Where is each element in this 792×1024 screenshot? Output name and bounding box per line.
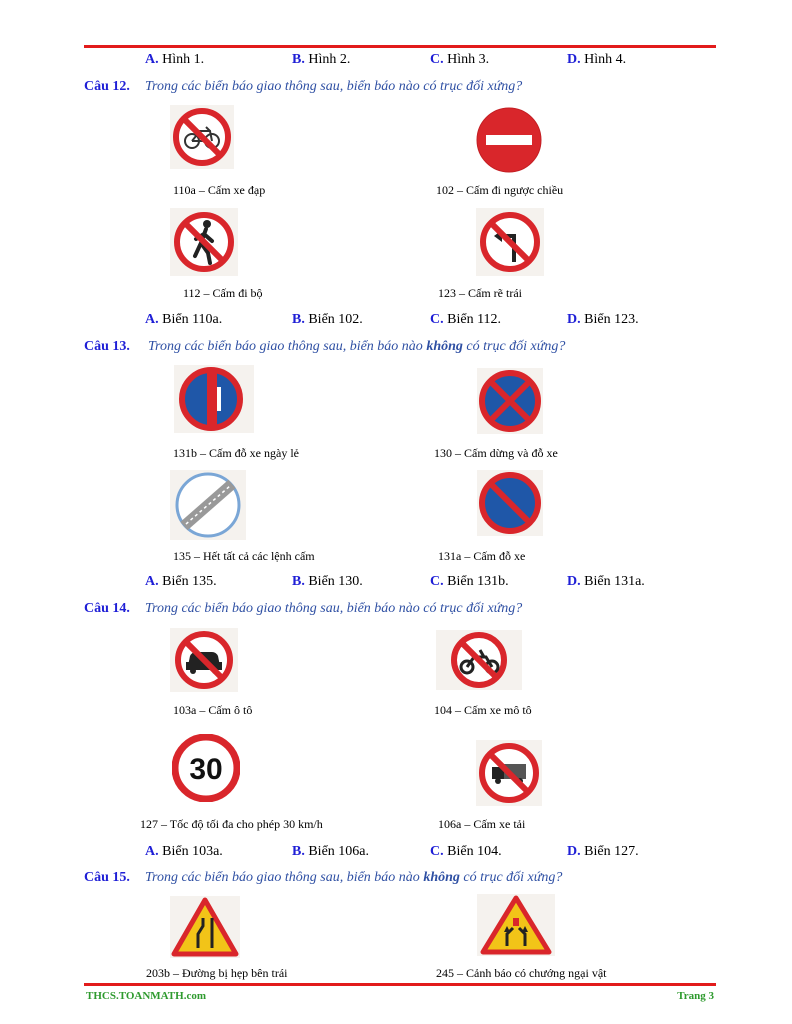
- no-cars-sign-icon: [170, 628, 238, 692]
- no-motorcycles-sign-icon: [436, 630, 522, 690]
- sign-caption: 130 – Cấm dừng và đỗ xe: [434, 446, 558, 460]
- answer-d: D. Hình 4.: [567, 52, 627, 67]
- no-left-turn-sign-icon: [476, 208, 544, 276]
- sign-caption: 110a – Cấm xe đạp: [173, 183, 266, 197]
- answer-a: A. Biển 110a.: [145, 312, 223, 327]
- header-rule: [84, 45, 716, 48]
- answer-b: B. Biển 106a.: [292, 844, 369, 859]
- answer-a: A. Biển 135.: [145, 574, 217, 589]
- no-trucks-sign-icon: [476, 740, 542, 806]
- sign-caption: 245 – Cảnh báo có chướng ngại vật: [436, 966, 607, 980]
- sign-caption: 104 – Cấm xe mô tô: [434, 703, 532, 717]
- speed-limit-sign-icon: [172, 734, 240, 802]
- sign-caption: 123 – Cấm rẽ trái: [438, 286, 522, 300]
- footer-site: THCS.TOANMATH.com: [86, 990, 206, 1002]
- answer-a: A. Biển 103a.: [145, 844, 223, 859]
- question-number: Câu 12.: [84, 79, 130, 94]
- road-narrows-left-sign-icon: [170, 896, 240, 958]
- answer-a: A. Hình 1.: [145, 52, 205, 67]
- sign-caption: 131a – Cấm đỗ xe: [438, 549, 526, 563]
- no-parking-sign-icon: [477, 470, 543, 536]
- answer-c: C. Biển 112.: [430, 312, 502, 327]
- sign-caption: 135 – Hết tất cả các lệnh cấm: [173, 549, 315, 563]
- question-number: Câu 14.: [84, 601, 130, 616]
- answer-d: D. Biển 123.: [567, 312, 639, 327]
- sign-caption: 127 – Tốc độ tối đa cho phép 30 km/h: [140, 817, 323, 831]
- sign-caption: 102 – Cấm đi ngược chiều: [436, 183, 564, 197]
- question-text: Trong các biển báo giao thông sau, biển báo nào có trục đối xứng?: [145, 79, 523, 94]
- no-pedestrian-sign-icon: [170, 208, 238, 276]
- answer-b: B. Biển 130.: [292, 574, 363, 589]
- answer-d: D. Biển 127.: [567, 844, 639, 859]
- sign-caption: 131b – Cấm đỗ xe ngày lẻ: [173, 446, 299, 460]
- answer-d: D. Biển 131a.: [567, 574, 645, 589]
- question-text: Trong các biển báo giao thông sau, biển báo nào có trục đối xứng?: [145, 601, 523, 616]
- no-parking-odd-days-sign-icon: [174, 365, 254, 433]
- no-entry-sign-icon: [474, 105, 544, 175]
- sign-caption: 203b – Đường bị hẹp bên trái: [146, 966, 288, 980]
- question-text: Trong các biển báo giao thông sau, biển báo nào không có trục đối xứng?: [148, 339, 566, 354]
- answer-b: B. Biển 102.: [292, 312, 363, 327]
- sign-caption: 112 – Cấm đi bộ: [183, 286, 263, 300]
- speed-limit-value: 30: [189, 753, 223, 786]
- footer-page-number: Trang 3: [677, 990, 714, 1002]
- sign-caption: 103a – Cấm ô tô: [173, 703, 253, 717]
- answer-c: C. Hình 3.: [430, 52, 490, 67]
- obstacle-warning-sign-icon: [477, 894, 555, 956]
- footer-rule: [84, 983, 716, 986]
- question-number: Câu 15.: [84, 870, 130, 885]
- question-number: Câu 13.: [84, 339, 130, 354]
- answer-b: B. Hình 2.: [292, 52, 351, 67]
- no-stopping-sign-icon: [477, 368, 543, 434]
- question-text: Trong các biển báo giao thông sau, biển báo nào không có trục đối xứng?: [145, 870, 563, 885]
- answer-c: C. Biển 104.: [430, 844, 502, 859]
- answer-c: C. Biển 131b.: [430, 574, 509, 589]
- end-of-prohibitions-sign-icon: [170, 470, 246, 540]
- no-bicycle-sign-icon: [170, 105, 234, 169]
- sign-caption: 106a – Cấm xe tải: [438, 817, 526, 831]
